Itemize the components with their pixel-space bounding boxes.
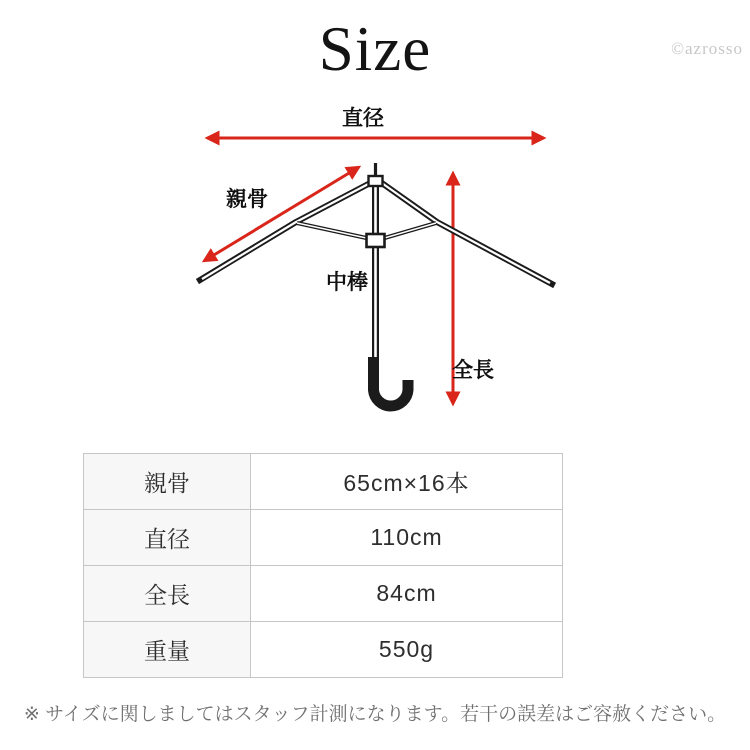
- table-row-weight: [84, 622, 563, 678]
- spec-value: 84cm: [251, 566, 563, 622]
- table-row-diameter: [84, 510, 563, 566]
- umbrella-handle: [374, 357, 409, 406]
- diagram-label-diameter: 直径: [342, 107, 384, 130]
- spec-value: 110cm: [251, 510, 563, 566]
- spec-label: 重量: [84, 622, 251, 678]
- table-row-length: [84, 566, 563, 622]
- spec-label: 親骨: [84, 454, 251, 510]
- diagram-label-shaft: 中棒: [326, 271, 368, 294]
- spec-value: 65cm×16本: [251, 454, 563, 510]
- page-title: Size: [318, 14, 432, 84]
- size-spec-table: [83, 453, 563, 678]
- diagram-label-length: 全長: [452, 359, 494, 382]
- spec-value: 550g: [251, 622, 563, 678]
- table-row-rib: [84, 454, 563, 510]
- watermark-copyright: ©azrosso: [671, 39, 743, 58]
- diagram-label-rib: 親骨: [226, 188, 268, 211]
- spec-label: 直径: [84, 510, 251, 566]
- measurement-disclaimer: ※ サイズに関しましてはスタッフ計測になります。若干の誤差はご容赦ください。: [23, 704, 727, 725]
- rib-arrow: [204, 167, 359, 261]
- spec-label: 全長: [84, 566, 251, 622]
